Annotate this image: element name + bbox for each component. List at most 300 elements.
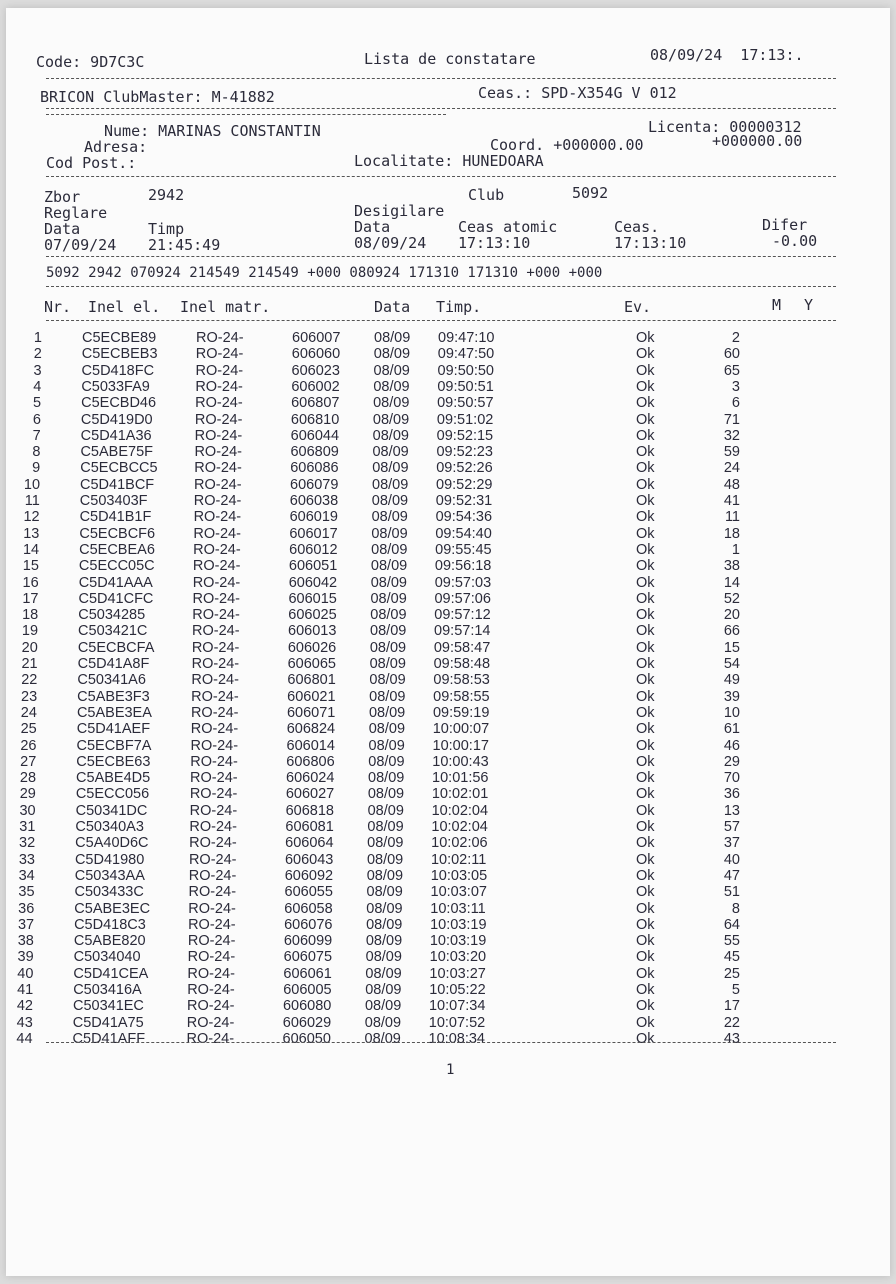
event-status: Ok — [636, 346, 655, 363]
clock-model: Ceas.: SPD-X354G V 012 — [478, 84, 677, 102]
ring-serial: 606099 — [283, 933, 333, 950]
license: Licenta: 00000312 — [648, 118, 802, 136]
atomic-clock-time: 17:13:10 — [458, 234, 531, 252]
event-status: Ok — [636, 753, 655, 770]
position-m: 1 — [731, 541, 740, 558]
electronic-ring-id: C5ECBEB3 — [81, 346, 158, 363]
unsealing-label: Desigilare — [354, 202, 445, 220]
separator — [46, 256, 836, 257]
ring-serial: 606060 — [291, 346, 341, 363]
event-status: Ok — [636, 623, 655, 640]
ring-serial: 606019 — [289, 509, 338, 526]
table-row — [6, 786, 890, 802]
arrival-date: 08/09 — [374, 330, 411, 346]
arrival-date: 08/09 — [370, 558, 408, 575]
position-m: 38 — [723, 558, 740, 575]
address-label: Adresa: — [84, 138, 148, 156]
table-row — [6, 640, 890, 656]
ring-country-year: RO-24- — [192, 623, 240, 640]
position-m: 37 — [723, 835, 740, 852]
ring-serial: 606013 — [288, 623, 337, 640]
table-row — [6, 542, 890, 558]
col-header-event: Ev. — [624, 298, 652, 316]
arrival-date: 08/09 — [367, 786, 405, 803]
event-status: Ok — [636, 737, 655, 754]
arrival-date: 08/09 — [372, 460, 409, 477]
event-status: Ok — [636, 704, 655, 721]
position-m: 14 — [723, 574, 740, 591]
difference-value: -0.00 — [772, 232, 818, 250]
arrival-date: 08/09 — [365, 982, 402, 998]
electronic-ring-id: C5ECBCF6 — [79, 525, 156, 542]
table-row — [6, 575, 890, 591]
summary-code-line: 5092 2942 070924 214549 214549 +000 080924 171310 171310 +000 +000 — [46, 265, 603, 281]
arrival-date: 08/09 — [373, 362, 410, 379]
electronic-ring-id: C5D41AFF — [72, 1030, 146, 1047]
arrival-date: 08/09 — [372, 411, 410, 428]
row-number: 40 — [17, 965, 34, 982]
event-status: Ok — [636, 444, 655, 461]
arrival-date: 08/09 — [372, 476, 409, 493]
table-row — [6, 803, 890, 819]
ring-country-year: RO-24- — [195, 362, 244, 379]
position-m: 48 — [723, 476, 740, 493]
arrival-date: 08/09 — [365, 965, 402, 982]
postal-code-label: Cod Post.: — [46, 154, 137, 172]
ring-country-year: RO-24- — [187, 933, 236, 950]
table-row — [6, 966, 890, 982]
row-number: 2 — [33, 346, 42, 363]
row-number: 1 — [33, 330, 42, 346]
event-status: Ok — [636, 933, 655, 950]
ring-country-year: RO-24- — [186, 998, 235, 1015]
row-number: 18 — [22, 607, 39, 624]
electronic-ring-id: C5D41CFC — [78, 590, 154, 607]
arrival-time: 10:01:56 — [432, 770, 489, 787]
table-row — [6, 835, 890, 851]
ring-serial: 606061 — [283, 965, 332, 982]
separator — [46, 108, 836, 109]
electronic-ring-id: C5ECBCC5 — [80, 460, 158, 477]
arrival-date: 08/09 — [366, 867, 404, 884]
electronic-ring-id: C5ECBE63 — [76, 753, 151, 770]
event-status: Ok — [636, 965, 655, 982]
row-number: 32 — [19, 835, 36, 852]
col-header-electronic-ring: Inel el. — [88, 298, 161, 316]
row-number: 5 — [33, 395, 42, 412]
event-status: Ok — [636, 590, 655, 607]
ring-country-year: RO-24- — [192, 590, 241, 607]
ring-country-year: RO-24- — [188, 900, 236, 917]
row-number: 24 — [20, 704, 37, 721]
position-m: 52 — [723, 590, 740, 607]
arrival-date: 08/09 — [369, 672, 406, 689]
position-m: 36 — [723, 786, 740, 803]
event-status: Ok — [636, 411, 655, 428]
table-row — [6, 428, 890, 444]
arrival-date: 08/09 — [366, 916, 403, 933]
arrival-time: 09:51:02 — [436, 411, 494, 428]
arrival-time: 09:55:45 — [435, 541, 492, 558]
event-status: Ok — [636, 900, 655, 917]
arrival-time: 09:57:12 — [434, 607, 491, 624]
flight-label: Zbor — [44, 188, 81, 206]
event-status: Ok — [636, 1014, 655, 1031]
arrival-time: 09:54:36 — [435, 509, 493, 526]
ring-serial: 606080 — [282, 998, 332, 1015]
arrival-date: 08/09 — [370, 607, 407, 624]
ring-serial: 606065 — [287, 656, 336, 672]
col-header-m: M — [772, 296, 782, 314]
arrival-time: 09:50:57 — [437, 395, 494, 412]
event-status: Ok — [636, 688, 655, 705]
arrival-date: 08/09 — [368, 770, 405, 787]
col-header-time: Timp. — [436, 298, 482, 316]
ring-country-year: RO-24- — [187, 965, 235, 982]
printout-sheet — [6, 8, 890, 1276]
ring-serial: 606017 — [289, 525, 338, 542]
ring-country-year: RO-24- — [191, 672, 239, 689]
setting-time: 21:45:49 — [148, 236, 221, 254]
row-number: 38 — [17, 933, 34, 950]
owner-name: Nume: MARINAS CONSTANTIN — [104, 122, 321, 140]
arrival-date: 08/09 — [373, 395, 410, 412]
table-row — [6, 477, 890, 493]
arrival-date: 08/09 — [366, 851, 404, 868]
row-number: 34 — [18, 867, 35, 884]
table-row — [6, 656, 890, 672]
ring-serial: 606055 — [284, 884, 333, 901]
electronic-ring-id: C5ECBF7A — [76, 737, 152, 754]
position-m: 61 — [723, 721, 740, 738]
table-row — [6, 917, 890, 933]
ring-serial: 606824 — [286, 721, 336, 738]
ring-serial: 606005 — [283, 982, 332, 998]
electronic-ring-id: C5D41AAA — [78, 574, 153, 591]
ring-country-year: RO-24- — [188, 916, 236, 933]
position-m: 6 — [731, 395, 740, 412]
arrival-time: 10:02:11 — [430, 851, 487, 868]
table-row — [6, 1015, 890, 1031]
row-number: 36 — [18, 900, 35, 917]
locality: Localitate: HUNEDOARA — [354, 152, 544, 170]
row-number: 26 — [20, 737, 37, 754]
table-row — [6, 933, 890, 949]
arrival-date: 08/09 — [368, 704, 406, 721]
row-number: 21 — [21, 656, 38, 672]
arrival-time: 09:57:14 — [434, 623, 491, 640]
event-status: Ok — [636, 541, 655, 558]
event-status: Ok — [636, 916, 655, 933]
table-row — [6, 819, 890, 835]
setting-label: Reglare — [44, 204, 108, 222]
electronic-ring-id: C50340A3 — [75, 819, 144, 835]
table-row — [6, 379, 890, 395]
table-row — [6, 868, 890, 884]
ring-country-year: RO-24- — [190, 704, 239, 721]
arrival-date: 08/09 — [370, 574, 407, 591]
electronic-ring-id: C5034285 — [78, 607, 146, 624]
event-status: Ok — [636, 672, 655, 689]
row-number: 23 — [21, 688, 38, 705]
col-header-nr: Nr. — [44, 298, 72, 316]
ring-serial: 606043 — [284, 851, 334, 868]
electronic-ring-id: C50343AA — [74, 867, 145, 884]
separator — [46, 78, 836, 79]
event-status: Ok — [636, 982, 655, 998]
ring-country-year: RO-24- — [193, 525, 241, 542]
row-number: 41 — [17, 982, 34, 998]
electronic-ring-id: C5D41BCF — [80, 476, 155, 493]
electronic-ring-id: C50341A6 — [77, 672, 146, 689]
ring-country-year: RO-24- — [190, 753, 238, 770]
ring-country-year: RO-24- — [192, 558, 241, 575]
table-row — [6, 884, 890, 900]
ring-serial: 606024 — [286, 770, 335, 787]
arrival-time: 10:08:34 — [428, 1030, 485, 1047]
ring-serial: 606051 — [288, 558, 338, 575]
print-datetime: 08/09/24 17:13:. — [650, 46, 804, 64]
electronic-ring-id: C5D41A36 — [80, 427, 152, 444]
ring-serial: 606810 — [290, 411, 340, 428]
ring-serial: 606021 — [287, 688, 336, 705]
club-number: 5092 — [572, 184, 609, 202]
table-row — [6, 901, 890, 917]
event-status: Ok — [636, 819, 655, 835]
position-m: 8 — [731, 900, 740, 917]
ring-country-year: RO-24- — [190, 721, 239, 738]
event-status: Ok — [636, 509, 655, 526]
position-m: 17 — [723, 998, 740, 1015]
ring-country-year: RO-24- — [194, 444, 242, 461]
electronic-ring-id: C5ABE3F3 — [77, 688, 150, 705]
table-row — [6, 330, 890, 346]
arrival-date: 08/09 — [368, 721, 406, 738]
ring-serial: 606806 — [286, 753, 335, 770]
row-number: 6 — [32, 411, 41, 428]
position-m: 10 — [723, 704, 740, 721]
row-number: 16 — [22, 574, 39, 591]
table-row — [6, 689, 890, 705]
ring-country-year: RO-24- — [192, 607, 240, 624]
position-m: 3 — [731, 378, 740, 395]
arrival-time: 09:52:26 — [436, 460, 493, 477]
position-m: 49 — [723, 672, 740, 689]
arrival-time: 10:00:07 — [432, 721, 490, 738]
row-number: 31 — [19, 819, 36, 835]
event-status: Ok — [636, 835, 655, 852]
row-number: 33 — [18, 851, 35, 868]
position-m: 43 — [723, 1030, 740, 1047]
position-m: 22 — [723, 1014, 740, 1031]
difference-label: Difer — [762, 216, 808, 234]
arrival-date: 08/09 — [366, 884, 403, 901]
ring-country-year: RO-24- — [186, 1030, 235, 1047]
page-number: 1 — [446, 1062, 455, 1078]
electronic-ring-id: C5034040 — [73, 949, 141, 966]
electronic-ring-id: C503421C — [78, 623, 148, 640]
table-row — [6, 509, 890, 525]
row-number: 13 — [23, 525, 40, 542]
ring-country-year: RO-24- — [189, 819, 237, 835]
electronic-ring-id: C50341DC — [75, 802, 148, 819]
ring-serial: 606818 — [285, 802, 334, 819]
ring-country-year: RO-24- — [187, 949, 236, 966]
row-number: 15 — [22, 558, 39, 575]
separator — [46, 320, 836, 321]
arrival-time: 09:57:03 — [434, 574, 492, 591]
event-status: Ok — [636, 476, 655, 493]
ring-serial: 606026 — [287, 639, 337, 656]
arrival-time: 10:07:34 — [428, 998, 486, 1015]
arrival-time: 10:03:19 — [430, 916, 487, 933]
electronic-ring-id: C5D41A75 — [72, 1014, 144, 1031]
event-status: Ok — [636, 656, 655, 672]
ring-country-year: RO-24- — [187, 982, 235, 998]
table-row — [6, 998, 890, 1014]
ring-country-year: RO-24- — [193, 541, 241, 558]
position-m: 39 — [723, 688, 740, 705]
ring-serial: 606050 — [282, 1030, 331, 1047]
position-m: 5 — [731, 982, 740, 998]
table-row — [6, 982, 890, 998]
event-status: Ok — [636, 460, 655, 477]
electronic-ring-id: C5A40D6C — [75, 835, 149, 852]
arrival-time: 10:07:52 — [428, 1014, 486, 1031]
ring-serial: 606038 — [289, 493, 339, 509]
arrival-time: 09:52:23 — [436, 444, 493, 461]
ring-serial: 606801 — [287, 672, 336, 689]
event-status: Ok — [636, 867, 655, 884]
position-m: 70 — [723, 770, 740, 787]
position-m: 66 — [723, 623, 740, 640]
code-line: Code: 9D7C3C — [36, 53, 145, 71]
event-status: Ok — [636, 786, 655, 803]
arrival-date: 08/09 — [367, 819, 404, 835]
arrival-time: 10:00:17 — [432, 737, 489, 754]
position-m: 45 — [723, 949, 740, 966]
position-m: 60 — [723, 346, 740, 363]
electronic-ring-id: C5ECBCFA — [77, 639, 155, 656]
arrival-date: 08/09 — [371, 509, 408, 526]
arrival-date: 08/09 — [367, 835, 404, 852]
row-number: 14 — [22, 541, 40, 558]
arrival-time: 09:47:50 — [437, 346, 495, 363]
document-title: Lista de constatare — [364, 50, 536, 68]
position-m: 51 — [723, 884, 740, 901]
table-row — [6, 1031, 890, 1047]
table-row — [6, 558, 890, 574]
event-status: Ok — [636, 378, 655, 395]
setting-time-label: Timp — [148, 220, 185, 238]
event-status: Ok — [636, 574, 655, 591]
arrival-time: 09:59:19 — [432, 704, 490, 721]
row-number: 7 — [32, 427, 41, 444]
arrival-time: 09:58:47 — [433, 639, 491, 656]
row-number: 8 — [32, 444, 41, 461]
event-status: Ok — [636, 558, 655, 575]
position-m: 41 — [723, 493, 740, 509]
electronic-ring-id: C50341EC — [72, 998, 144, 1015]
electronic-ring-id: C5D41980 — [74, 851, 145, 868]
table-row — [6, 591, 890, 607]
position-m: 59 — [723, 444, 740, 461]
ring-serial: 606029 — [282, 1014, 332, 1031]
ring-country-year: RO-24- — [186, 1014, 235, 1031]
separator — [46, 286, 836, 287]
ring-country-year: RO-24- — [191, 688, 239, 705]
position-m: 40 — [723, 851, 740, 868]
position-m: 55 — [723, 933, 740, 950]
arrival-time: 09:58:48 — [433, 656, 491, 672]
table-row — [6, 852, 890, 868]
club-master-line: BRICON ClubMaster: M-41882 — [40, 88, 275, 106]
unsealing-date-label: Data — [354, 218, 391, 236]
coordinates-2: +000000.00 — [712, 132, 803, 150]
ring-serial: 606023 — [291, 362, 340, 379]
position-m: 29 — [723, 753, 740, 770]
event-status: Ok — [636, 395, 655, 412]
ring-country-year: RO-24- — [193, 493, 242, 509]
ring-serial: 606092 — [284, 867, 334, 884]
row-number: 11 — [24, 493, 40, 509]
position-m: 32 — [723, 427, 740, 444]
event-status: Ok — [636, 1030, 655, 1047]
row-number: 39 — [17, 949, 34, 966]
ring-country-year: RO-24- — [194, 427, 243, 444]
position-m: 54 — [723, 656, 740, 672]
arrival-date: 08/09 — [370, 623, 407, 640]
position-m: 24 — [723, 460, 740, 477]
col-header-ring-number: Inel matr. — [180, 298, 271, 316]
arrival-time: 10:02:04 — [431, 802, 489, 819]
table-row — [6, 395, 890, 411]
row-number: 27 — [20, 753, 37, 770]
ring-country-year: RO-24- — [188, 884, 237, 901]
event-status: Ok — [636, 884, 655, 901]
table-row — [6, 493, 890, 509]
row-number: 12 — [23, 509, 40, 526]
table-row — [6, 705, 890, 721]
electronic-ring-id: C5ECC056 — [75, 786, 150, 803]
club-label: Club — [468, 186, 505, 204]
position-m: 18 — [723, 525, 740, 542]
table-row — [6, 363, 890, 379]
ring-serial: 606086 — [290, 460, 339, 477]
arrival-time: 10:03:05 — [430, 867, 488, 884]
unsealing-date: 08/09/24 — [354, 234, 427, 252]
event-status: Ok — [636, 851, 655, 868]
electronic-ring-id: C5D418C3 — [74, 916, 146, 933]
table-row — [6, 412, 890, 428]
ring-country-year: RO-24- — [195, 378, 243, 395]
table-row — [6, 738, 890, 754]
position-m: 65 — [723, 362, 740, 379]
position-m: 57 — [723, 819, 740, 835]
row-number: 42 — [16, 998, 33, 1015]
arrival-date: 08/09 — [373, 346, 411, 363]
arrival-time: 10:03:27 — [429, 965, 486, 982]
ring-serial: 606071 — [286, 704, 336, 721]
arrival-time: 09:56:18 — [434, 558, 492, 575]
row-number: 9 — [32, 460, 41, 477]
arrival-time: 09:50:50 — [437, 362, 494, 379]
table-row — [6, 672, 890, 688]
row-number: 35 — [18, 884, 35, 901]
arrival-date: 08/09 — [364, 998, 402, 1015]
electronic-ring-id: C5ECBE89 — [82, 330, 157, 346]
ring-serial: 606809 — [290, 444, 339, 461]
